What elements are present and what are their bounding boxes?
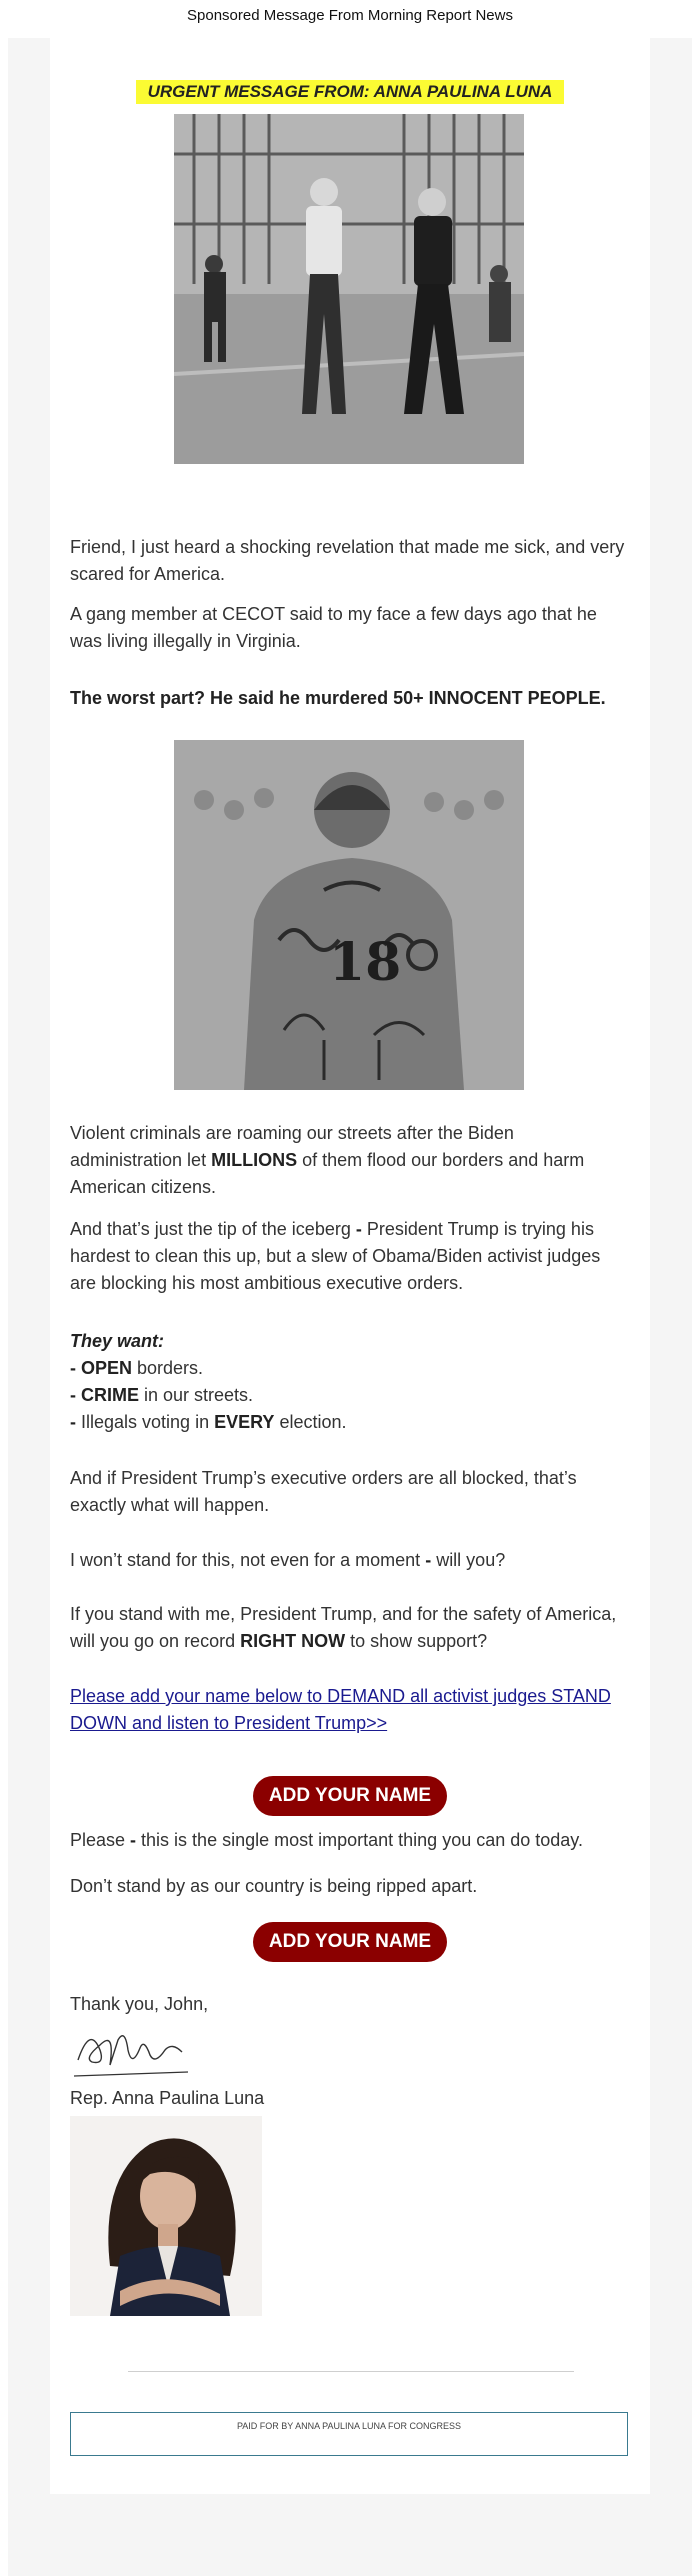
email-background: [8, 38, 692, 2576]
footer-divider: [128, 2371, 574, 2372]
signature-illustration: [70, 2020, 190, 2080]
paragraph-wont-stand: I won’t stand for this, not even for a moment - will you?: [70, 1550, 506, 1570]
they-want-list: [70, 1328, 630, 1436]
tattooed-inmate-illustration: [174, 740, 524, 1090]
paragraph-go-on-record: If you stand with me, President Trump, and for the safety of America, will you go on record RIGHT NOW to show support?: [70, 1604, 617, 1651]
add-your-name-button-secondary[interactable]: ADD YOUR NAME: [253, 1922, 447, 1962]
signature-image: [70, 2020, 190, 2080]
they-want-heading: They want:: [70, 1331, 165, 1351]
list-item: - OPEN borders.: [70, 1358, 204, 1378]
add-your-name-button[interactable]: ADD YOUR NAME: [253, 1776, 447, 1816]
paid-for-disclaimer-box: [70, 2412, 628, 2456]
demand-judges-link[interactable]: Please add your name below to DEMAND all activist judges STAND DOWN and listen to President Trump>>: [70, 1686, 611, 1733]
paragraph-orders-blocked: And if President Trump’s executive orders are all blocked, that’s exactly what will happen.: [70, 1468, 577, 1515]
email-card: [50, 38, 650, 2494]
sponsored-banner: [0, 0, 700, 38]
tattooed-inmate-photo: [174, 740, 524, 1090]
svg-text:18: 18: [329, 932, 402, 993]
paragraph-violent-criminals: Violent criminals are roaming our streets after the Biden administration let MILLIONS of them flood our borders and harm American citizens.: [70, 1123, 585, 1197]
thank-you-line: Thank you, John,: [70, 1994, 209, 2014]
paid-for-disclaimer: PAID FOR BY ANNA PAULINA LUNA FOR CONGRESS: [236, 2421, 462, 2431]
paragraph-most-important: Please - this is the single most important thing you can do today.: [70, 1830, 583, 1850]
portrait-illustration: [70, 2116, 262, 2316]
paragraph-worst-part: The worst part? He said he murdered 50+ INNOCENT PEOPLE.: [70, 688, 606, 708]
paragraph-tip-of-iceberg: And that’s just the tip of the iceberg - President Trump is trying his hardest to clean this up, but a slew of Obama/Biden activist judges are blocking his most ambitious executive orders.: [70, 1219, 601, 1293]
prison-visit-illustration: [174, 114, 524, 464]
list-item: - Illegals voting in EVERY election.: [70, 1412, 347, 1432]
demand-link-paragraph: [70, 1683, 630, 1737]
paragraph-intro: Friend, I just heard a shocking revelation that made me sick, and very scared for America.: [70, 537, 625, 584]
paragraph-dont-stand-by: Don’t stand by as our country is being ripped apart.: [70, 1876, 478, 1896]
signer-name: Rep. Anna Paulina Luna: [70, 2088, 265, 2108]
urgent-headline: URGENT MESSAGE FROM: ANNA PAULINA LUNA: [136, 80, 564, 104]
sponsored-banner-text: Sponsored Message From Morning Report News: [187, 7, 513, 24]
paragraph-cecot: A gang member at CECOT said to my face a few days ago that he was living illegally in Virginia.: [70, 604, 597, 651]
prison-visit-photo: [174, 114, 524, 464]
representative-portrait: [70, 2116, 262, 2316]
list-item: - CRIME in our streets.: [70, 1385, 254, 1405]
